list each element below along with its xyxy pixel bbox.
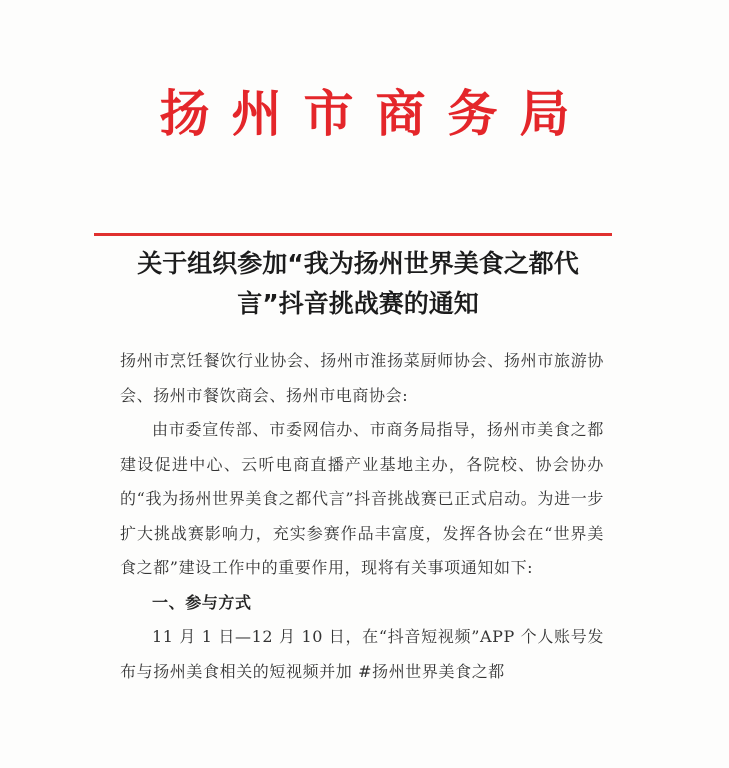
salutation: 扬州市烹饪餐饮行业协会、扬州市淮扬菜厨师协会、扬州市旅游协会、扬州市餐饮商会、扬州市电商协会:	[120, 351, 604, 405]
letterhead-title: 扬州市商务局	[159, 84, 592, 143]
document-body	[120, 344, 604, 689]
red-divider-line	[94, 233, 612, 236]
section-heading-participation: 一、参与方式	[152, 592, 252, 612]
document-title: 关于组织参加“我为扬州世界美食之都代言”抖音挑战赛的通知	[137, 249, 579, 318]
paragraph-intro: 由市委宣传部、市委网信办、市商务局指导，扬州市美食之都建设促进中心、云听电商直播产业基地主办，各院校、协会协办的“我为扬州世界美食之都代言”抖音挑战赛已正式启动。为进一步扩大挑战赛影响力，充实参赛作品丰富度，发挥各协会在“世界美食之都”建设工作中的重要作用，现将有关事项通知如下:	[120, 420, 604, 577]
paragraph-participation: 11 月 1 日—12 月 10 日，在“抖音短视频”APP 个人账号发布与扬州美食相关的短视频并加 #扬州世界美食之都	[120, 627, 604, 681]
